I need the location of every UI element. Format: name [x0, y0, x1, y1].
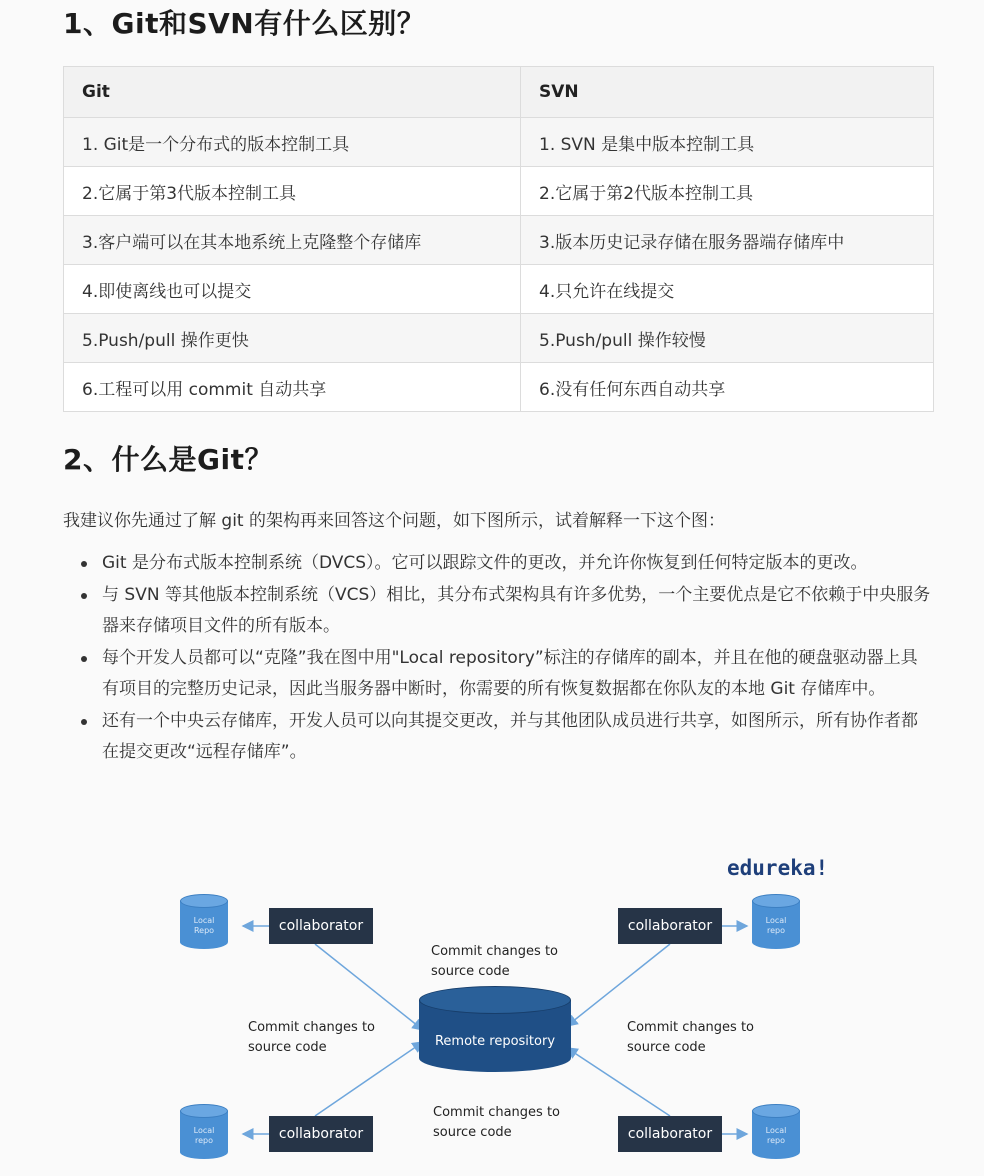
collaborator-bottom-left: collaborator: [269, 1116, 373, 1152]
edureka-logo: edureka!: [727, 856, 829, 880]
section1-title: 1、Git和SVN有什么区别？: [63, 7, 426, 40]
local-repo-top-right: [752, 894, 800, 956]
svn-cell: 4.只允许在线提交: [521, 265, 934, 314]
commit-text-right: Commit changes to source code: [627, 1020, 754, 1055]
table-row: [64, 265, 934, 314]
svn-cell: 2.它属于第2代版本控制工具: [521, 167, 934, 216]
git-cell: 1. Git是一个分布式的版本控制工具: [64, 118, 521, 167]
collaborator-top-left: collaborator: [269, 908, 373, 944]
svn-cell: 1. SVN 是集中版本控制工具: [521, 118, 934, 167]
commit-text-left: Commit changes to source code: [248, 1020, 375, 1055]
local-repo-label: Local Repo: [193, 916, 215, 935]
local-repo-bottom-left: [180, 1104, 228, 1166]
bullet-list: [63, 548, 933, 769]
list-item: [63, 706, 933, 768]
header-git: Git: [64, 67, 521, 118]
svn-cell: 5.Push/pull 操作较慢: [521, 314, 934, 363]
commit-text-top: Commit changes to source code: [431, 944, 558, 979]
local-repo-bottom-right: [752, 1104, 800, 1166]
local-repo-label: Local repo: [193, 1126, 215, 1145]
bullet-icon: [81, 719, 87, 725]
list-item: [63, 580, 933, 642]
collaborator-bottom-right: collaborator: [618, 1116, 722, 1152]
list-item-text: 与 SVN 等其他版本控制系统（VCS）相比，其分布式架构具有许多优势，一个主要优点是它不依赖于中央服务器来存储项目文件的所有版本。: [102, 585, 931, 636]
git-cell: 6.工程可以用 commit 自动共享: [64, 363, 521, 412]
git-cell: 4.即使离线也可以提交: [64, 265, 521, 314]
table-header-row: [64, 67, 934, 118]
table-row: [64, 167, 934, 216]
git-architecture-diagram: [165, 850, 845, 1176]
remote-repository: [419, 986, 571, 1086]
table-row: [64, 216, 934, 265]
arrow-tr-remote: [567, 944, 670, 1026]
list-item-text: Git 是分布式版本控制系统（DVCS）。它可以跟踪文件的更改，并允许你恢复到任何特定版本的更改。: [102, 553, 868, 573]
local-repo-label: Local repo: [765, 916, 787, 935]
bullet-icon: [81, 593, 87, 599]
bullet-icon: [81, 656, 87, 662]
comparison-table: [63, 66, 934, 412]
local-repo-top-left: [180, 894, 228, 956]
collaborator-top-right: collaborator: [618, 908, 722, 944]
table-row: [64, 314, 934, 363]
section2-title: 2、什么是Git？: [63, 443, 273, 476]
table-row: [64, 118, 934, 167]
remote-repository-label: Remote repository: [434, 1034, 556, 1049]
bullet-icon: [81, 561, 87, 567]
list-item-text: 每个开发人员都可以“克隆”我在图中用"Local repository”标注的存储库的副本，并且在他的硬盘驱动器上具有项目的完整历史记录，因此当服务器中断时，你需要的所有恢复数据都在你队友的本地 Git 存储库中。: [102, 648, 918, 699]
intro-paragraph: 我建议你先通过了解 git 的架构再来回答这个问题，如下图所示，试着解释一下这个图：: [63, 511, 725, 531]
git-cell: 5.Push/pull 操作更快: [64, 314, 521, 363]
git-cell: 2.它属于第3代版本控制工具: [64, 167, 521, 216]
list-item: [63, 643, 933, 705]
local-repo-label: Local repo: [765, 1126, 787, 1145]
list-item-text: 还有一个中央云存储库，开发人员可以向其提交更改，并与其他团队成员进行共享，如图所示，所有协作者都在提交更改“远程存储库”。: [102, 711, 918, 762]
header-svn: SVN: [521, 67, 934, 118]
list-item: [63, 548, 933, 579]
svn-cell: 3.版本历史记录存储在服务器端存储库中: [521, 216, 934, 265]
svn-cell: 6.没有任何东西自动共享: [521, 363, 934, 412]
table-row: [64, 363, 934, 412]
git-cell: 3.客户端可以在其本地系统上克隆整个存储库: [64, 216, 521, 265]
commit-text-bottom: Commit changes to source code: [433, 1105, 560, 1140]
